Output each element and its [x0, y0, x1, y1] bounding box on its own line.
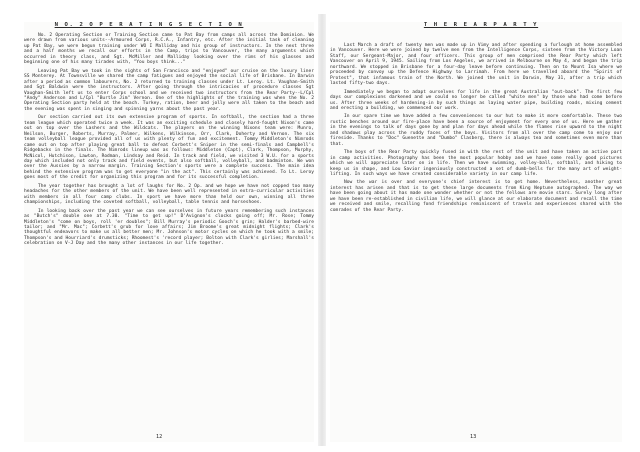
left-page-title: N O. 2 O P E R A T I N G S E C T I O N [54, 22, 244, 28]
right-page-title: T H E R E A R P A R T Y [423, 22, 539, 28]
left-page-body [24, 33, 314, 247]
left-page [24, 22, 314, 442]
right-page-body [330, 43, 622, 213]
right-paragraph: The boys of the Rear Party quickly fused in with the rest of the unit and have taken an active part in camp activities. Photography has been the most popular hobby and we have some really good pictures which we will appreciate later on in life. Then we have swimming, volley-ball, softball, and hiking to keep us in shape, and Lou Savior ingeniously constructed a set of dumb-bells for the many art of weight-lifting. In such ways we have created considerable variety in our camp life. [330, 150, 622, 177]
page-gutter [318, 14, 326, 446]
right-paragraph: Last March a draft of twenty men was made up in Vimy and after spending a furlough at home assembled in Vancouver. Here we were joined by twelve men from the Intelligence Corps, sixteen from the Victory Loan Staff, our Sergeant-Major, and four officers. This group of men comprised the Rear Party which left Vancouver on April 9, 1945. Sailing from Los Angeles, we arrived in Melbourne on May 4, and began the trip northward. We stopped in Brisbane for a four-day leave before continuing. Then on to Mount Isa where we proceeded by convoy up the Defence Highway to Larrimah. From here we travelled aboard the "Spirit of Protest", that infamous train of the North. We joined the unit in Darwin, May 31, after a trip which lasted fifty-two days. [330, 43, 622, 87]
right-page-number: 13 [470, 434, 477, 440]
right-paragraph: Now the war is over and everyone's chief interest is to get home. Nevertheless, another great interest has arisen and that is to get these large documents from King Neptune autographed. The way we have been going about it has made one wonder whether or not the fellows are movie stars. Surely long after we have been re-established in civilian life, we will glance at our elaborate document and recall the time we received and smile, recalling fond friendships reminiscent of travels and experiences shared with the comrades of the Rear Party. [330, 180, 622, 213]
left-paragraph: The year together has brought a lot of laughs for No. 2 Op. and we hope we have not copped too many headaches for the other members of the unit. We have been well represented in extra-curricular activities with members in all four camp clubs. In sport we have more than held our own, winning all three championships, including the coveted softball, volleyball, table tennis and horseshoes. [24, 183, 314, 206]
left-paragraph: No. 2 Operating Section or Training Section came to Pat Bay from camps all across the Dominion. We were drawn from various units--Armoured Corps, R.C.A., Infantry, etc. After the initial task of cleaning up Pat Bay, we were begun training under WO I Malliday and his group of instructors. In the next three and a half months we recall our efforts in the Camp, trips to Vancouver, the many arguments which occurred in theory class, and Sgt. McMiller and Malliday looking over the rims of his glasses and beginning one of his many tirades with, "You boys think..." [24, 33, 314, 66]
left-paragraph: In looking back over the past year we can see ourselves in future years remembering such instances as "Butch's" double one at 7.30. "Time to get up!" D'Avignon's clocks going off; Mr. Rose; Tommy Middleton's "come on boys, roll 'er doubles"; Bill Murray's periodic Gooch's grin; Halder's barbed-wire tailor; and "Mr. Mac"; Corbett's grub for love affairs; Jim Broome's great midnight flights; Clark's thoughtful endeavors to make us all better men; Mr. Johnson's motor cycles on which he took with a smile; Thompson's and Hourriard's drumsticks; Rhoomest's 'record player; Bolton with Clark's girlies; Marshall's celebration on V-J Day and the many other instances in our life together. [24, 208, 314, 247]
left-paragraph: Our section carried out its own extensive program of sports. In softball, the section had a three team league which operated twice a week. It was an exciting schedule and closely hard-fought Nixon's came out on top over the Lashers and the Wildcats. The players on the winning Nixons team were: Munro, Neilson, Burger, Roberts, Murray, Palmer, Wilkens, Wilkinson, Orr, Clark, Doherty and Vernon. The six team volleyball league provided all of us with plenty of fun and excitement. Tommy Middleton's Nimrods came out on top after playing great ball to defeat Corbett's Sniper in the semi-finals and Campbell's Ridgebacks in the finals. The Nimrods lineup was as follows: Middleton (Capt), Clark, Thompson, Murphy, McNicol, Hutchison, Lawton, Rodman, Lindsay and Reid. In track and field, we visited 3 W.U. for a sports day which included not only track and field events, but also softball, volleyball, and badminton. We won over the Aussies by a narrow margin. Training Section's sports were a complete success. The main idea behind the extensive program was to get everyone "in the act". This certainly was achieved. To Lt. Leroy goes most of the credit for organizing this program and for its successful completion. [24, 115, 314, 181]
right-paragraph: Immediately we began to adapt ourselves for life in the great Australian "out-back". The first few days our complexions darkened and we could no longer be called "white men" by those who had come before us. After three weeks of hardening-in by such things as laying water pipe, building roads, mixing cement and erecting a building, we commenced our work. [330, 89, 622, 111]
left-paragraph: Leaving Pat Bay we took in the sights of San Francisco and "enjoyed" our cruise on the luxury liner SS Monterey. At Townsville we shared the camp fatigues and enjoyed the social life of Brisbane. In Darwin after a period as common labourers, No. 2 returned to training classes under Lt. Leroy. Lt. Vaughan-Smith and Sgt Baldwin were the instructors. After going through the intricacies of procedure classes Sgt Vaughan-Smith left us to enter Corps school and we received two instructors from the Rear Party--L/Cpl "Andy" Anderson and L/Cpl "Burtle Jim" Vernon. One of the highlights of the training was when the No. 2 Operating Section party held at the beach. Turkey, ration, beer and jolly were all taken to the beach and the evening was spent in singing and spinning yarns about the past year. [24, 68, 314, 112]
right-paragraph: In our spare time we have added a few conveniences to our hut to make it more comfortable. These two rustic benches around our fire-place have been a source of enjoyment for every one of us. Here we gather in the evenings to talk of days gone by and plan for days ahead while the flames rise upward to the night and shadows play across the ruddy faces of the boys. Visitors from all over the camp come to enjoy our fireside. Thanks to "Doc" Guenette and "Dumbo" Clasberg, there is always tea and sometimes even more than that. [330, 114, 622, 147]
right-page [330, 22, 622, 442]
left-page-number: 12 [156, 434, 163, 440]
